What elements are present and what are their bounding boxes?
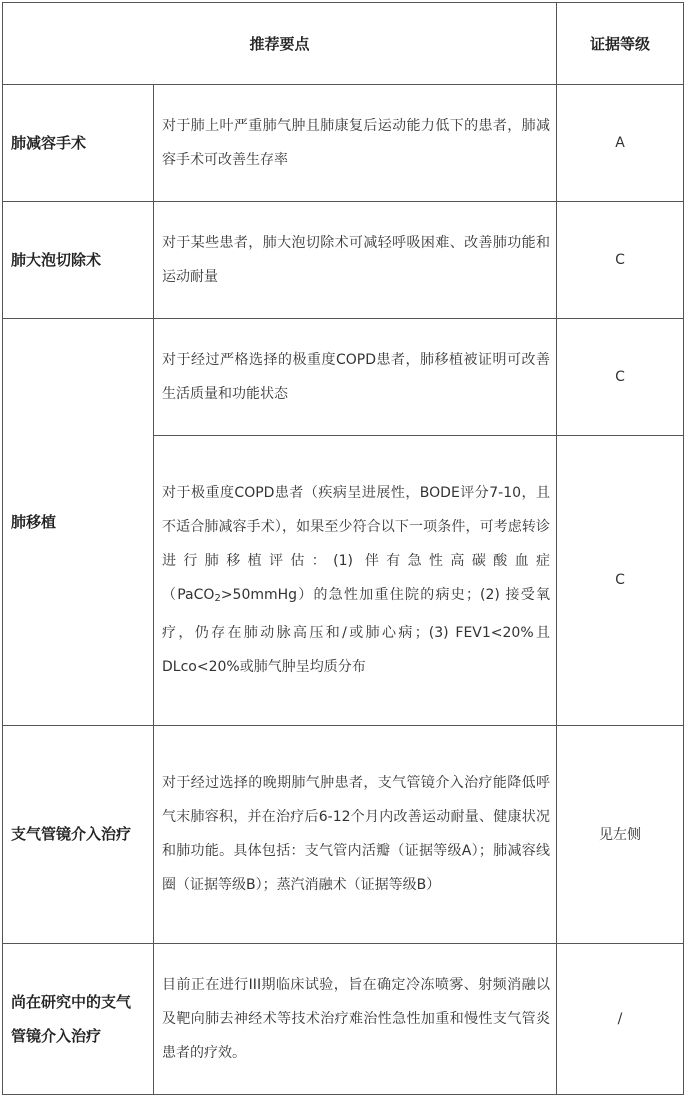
row-item-label: 肺移植 — [3, 319, 154, 725]
row-grade: / — [557, 943, 684, 1094]
row-item-label: 肺减容手术 — [3, 85, 154, 202]
table-header-row — [3, 3, 684, 85]
row-grade: C — [557, 319, 684, 436]
row-grade: 见左侧 — [557, 725, 684, 943]
recommendation-table — [2, 2, 684, 1095]
row-content-part: 对于极重度COPD患者（疾病呈进展性，BODE评分7-10，且不适合肺减容手术），如果至少符合以下一项条件，可考虑转诊进行肺移植评估：(1) 伴有急性高碳酸血症（PaCO — [162, 485, 551, 604]
row-content — [154, 436, 557, 725]
table-row — [3, 725, 684, 943]
row-content: 对于肺上叶严重肺气肿且肺康复后运动能力低下的患者，肺减容手术可改善生存率 — [154, 85, 557, 202]
row-content: 对于经过选择的晚期肺气肿患者，支气管镜介入治疗能降低呼气末肺容积，并在治疗后6-12个月内改善运动耐量、健康状况和肺功能。具体包括：支气管内活瓣（证据等级A）；肺减容线圈（证据等级B）；蒸汽消融术（证据等级B） — [154, 725, 557, 943]
table-row — [3, 319, 684, 436]
row-content: 目前正在进行III期临床试验，旨在确定冷冻喷雾、射频消融以及靶向肺去神经术等技术治疗难治性急性加重和慢性支气管炎患者的疗效。 — [154, 943, 557, 1094]
row-item-label: 尚在研究中的支气管镜介入治疗 — [3, 943, 154, 1094]
row-content-part: >50mmHg）的急性加重住院的病史；(2) 接受氧疗，仍存在肺动脉高压和/或肺心病；(3) FEV1<20%且DLco<20%或肺气肿呈均质分布 — [162, 587, 551, 676]
row-grade: C — [557, 436, 684, 725]
row-grade: A — [557, 85, 684, 202]
row-content: 对于经过严格选择的极重度COPD患者，肺移植被证明可改善生活质量和功能状态 — [154, 319, 557, 436]
header-recommendation-points: 推荐要点 — [3, 3, 557, 85]
table-row — [3, 85, 684, 202]
row-grade: C — [557, 202, 684, 319]
header-evidence-grade: 证据等级 — [557, 3, 684, 85]
table-row — [3, 202, 684, 319]
table-row — [3, 943, 684, 1094]
row-content: 对于某些患者，肺大泡切除术可减轻呼吸困难、改善肺功能和运动耐量 — [154, 202, 557, 319]
row-item-label: 支气管镜介入治疗 — [3, 725, 154, 943]
subscript-two: 2 — [214, 593, 221, 605]
row-item-label: 肺大泡切除术 — [3, 202, 154, 319]
